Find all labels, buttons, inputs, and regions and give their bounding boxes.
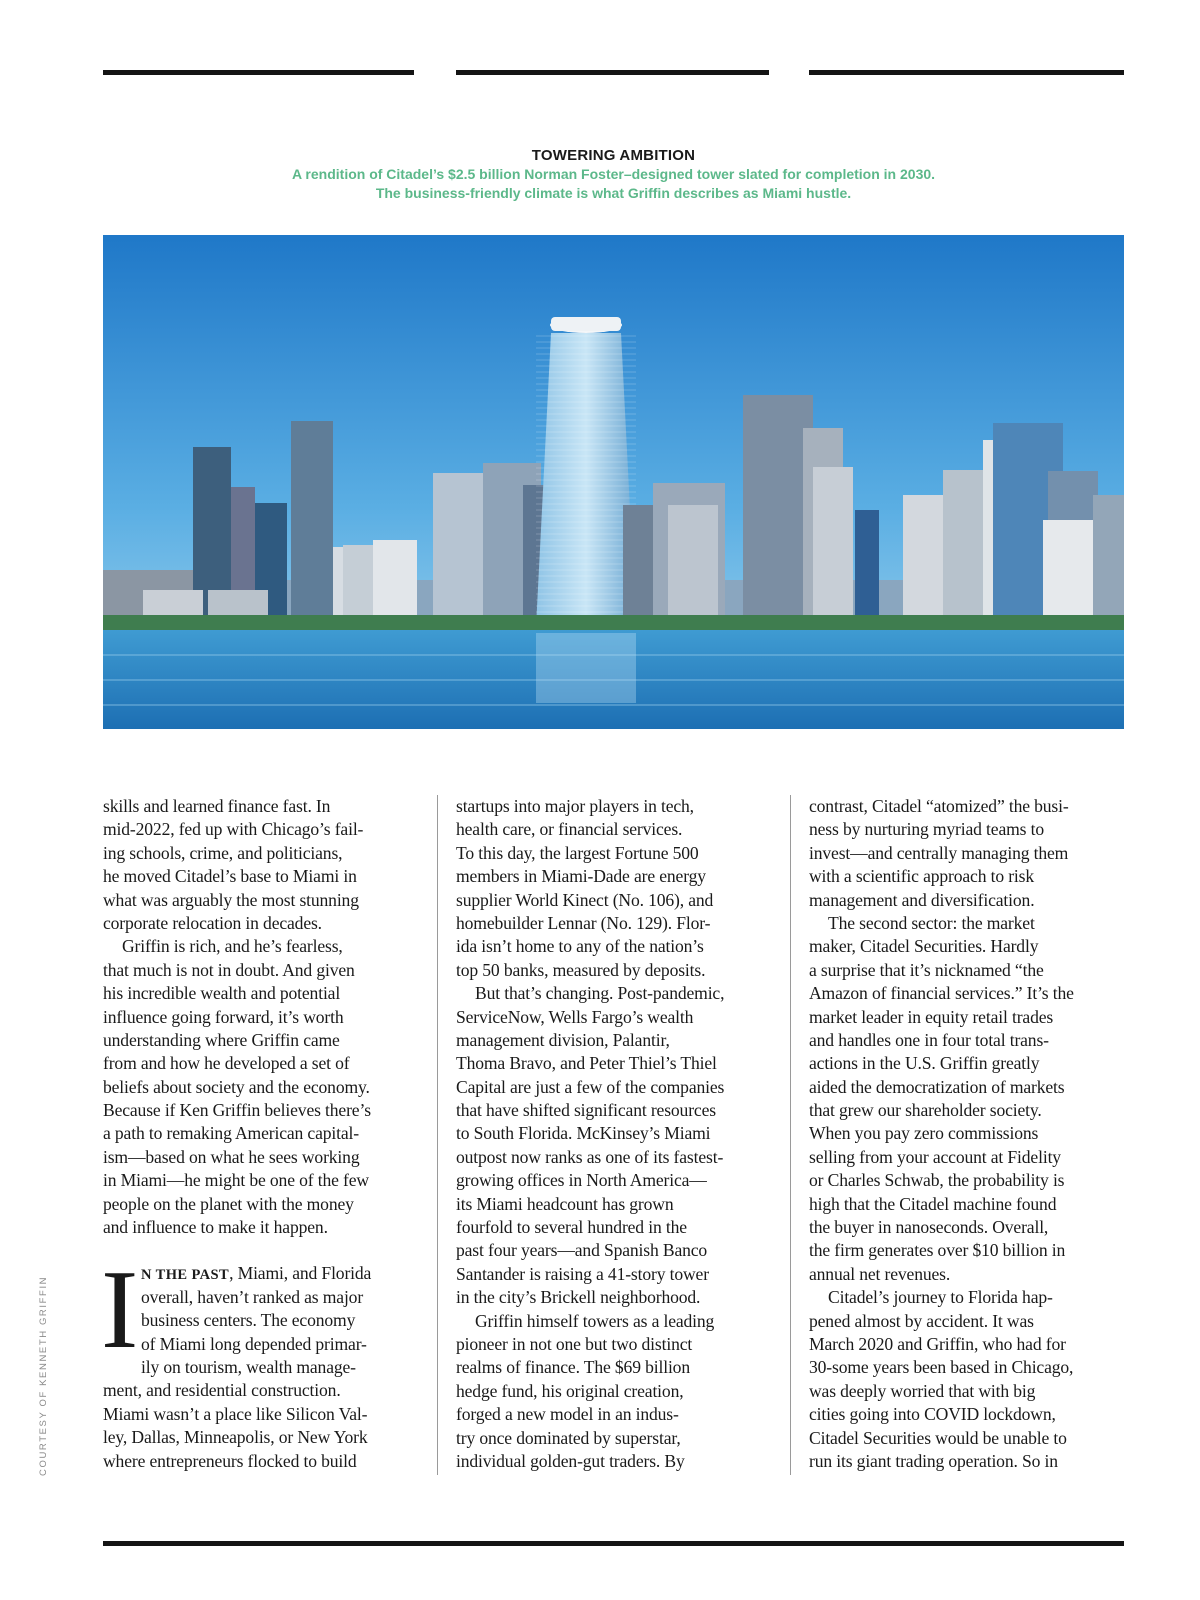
- text-line: with a scientific approach to risk: [809, 866, 1035, 887]
- text-line: top 50 banks, measured by deposits.: [456, 959, 706, 980]
- text-line: ily on tourism, wealth manage-: [141, 1356, 356, 1377]
- text-line: and handles one in four total trans-: [809, 1029, 1049, 1050]
- text-line: past four years—and Spanish Banco: [456, 1240, 708, 1261]
- text-line: Citadel’s journey to Florida hap-: [828, 1287, 1053, 1308]
- text-line: March 2020 and Griffin, who had for: [809, 1333, 1066, 1354]
- text-line: high that the Citadel machine found: [809, 1193, 1057, 1214]
- text-line: aided the democratization of markets: [809, 1076, 1065, 1097]
- text-line: to South Florida. McKinsey’s Miami: [456, 1123, 711, 1144]
- text-line: actions in the U.S. Griffin greatly: [809, 1053, 1040, 1074]
- text-line: cities going into COVID lockdown,: [809, 1404, 1056, 1425]
- paragraph: [103, 935, 421, 1239]
- text-line: But that’s changing. Post-pandemic,: [475, 983, 725, 1004]
- text-line: forged a new model in an indus-: [456, 1404, 679, 1425]
- text-line: 30-some years been based in Chicago,: [809, 1357, 1074, 1378]
- text-line: beliefs about society and the economy.: [103, 1076, 370, 1097]
- text-line: that much is not in doubt. And given: [103, 959, 355, 980]
- text-line: from and how he developed a set of: [103, 1053, 350, 1074]
- lead-in: N THE PAST: [141, 1267, 230, 1284]
- text-line: where entrepreneurs flocked to build: [103, 1450, 357, 1471]
- text-line: and influence to make it happen.: [103, 1217, 328, 1238]
- text-line: the buyer in nanoseconds. Overall,: [809, 1217, 1049, 1238]
- text-line: The second sector: the market: [828, 912, 1035, 933]
- text-line: members in Miami-Dade are energy: [456, 866, 706, 887]
- text-line: in the city’s Brickell neighborhood.: [456, 1287, 701, 1308]
- text-line: invest—and centrally managing them: [809, 842, 1069, 863]
- text-line: management and diversification.: [809, 889, 1035, 910]
- text-line: supplier World Kinect (No. 106), and: [456, 889, 714, 910]
- text-line: individual golden-gut traders. By: [456, 1450, 685, 1471]
- text-line: Santander is raising a 41-story tower: [456, 1263, 709, 1284]
- text-line: ment, and residential construction.: [103, 1380, 341, 1401]
- text-line: Griffin is rich, and he’s fearless,: [122, 936, 343, 957]
- text-line: a surprise that it’s nicknamed “the: [809, 959, 1044, 980]
- article-column-1: [103, 795, 421, 1473]
- photo-caption: [103, 146, 1124, 203]
- text-line: To this day, the largest Fortune 500: [456, 842, 699, 863]
- text-line: what was arguably the most stunning: [103, 889, 359, 910]
- photo-credit: COURTESY OF KENNETH GRIFFIN: [38, 1275, 49, 1476]
- text-line: a path to remaking American capital-: [103, 1123, 359, 1144]
- text-line: Amazon of financial services.” It’s the: [809, 983, 1074, 1004]
- text-line: skills and learned finance fast. In: [103, 796, 331, 816]
- text-line: ness by nurturing myriad teams to: [809, 819, 1044, 840]
- paragraph: [809, 1286, 1127, 1473]
- text-line: startups into major players in tech,: [456, 796, 694, 816]
- column-divider: [790, 795, 791, 1475]
- section-opening-paragraph: [101, 1248, 421, 1473]
- skyline-photo: [103, 235, 1124, 729]
- text-line: business centers. The economy: [141, 1310, 356, 1331]
- caption-title: TOWERING AMBITION: [531, 147, 696, 164]
- text-line: or Charles Schwab, the probability is: [809, 1170, 1065, 1191]
- text-line: he moved Citadel’s base to Miami in: [103, 866, 357, 887]
- text-run: , Miami, and Florida: [229, 1263, 372, 1284]
- paragraph: [103, 795, 421, 935]
- text-line: its Miami headcount has grown: [456, 1193, 674, 1214]
- text-line: Because if Ken Griffin believes there’s: [103, 1100, 371, 1121]
- text-line: ServiceNow, Wells Fargo’s wealth: [456, 1006, 694, 1027]
- caption-line: The business-friendly climate is what Griffin describes as Miami hustle.: [375, 185, 852, 201]
- text-line: market leader in equity retail trades: [809, 1006, 1054, 1027]
- text-line: ida isn’t home to any of the nation’s: [456, 936, 704, 957]
- paragraph: [809, 795, 1127, 912]
- text-line: contrast, Citadel “atomized” the busi-: [809, 796, 1069, 816]
- text-line: health care, or financial services.: [456, 819, 683, 840]
- text-line: growing offices in North America—: [456, 1170, 707, 1191]
- text-line: homebuilder Lennar (No. 129). Flor-: [456, 912, 711, 933]
- text-line: overall, haven’t ranked as major: [141, 1286, 364, 1307]
- top-rule-center: [456, 70, 769, 75]
- text-line: pioneer in not one but two distinct: [456, 1333, 693, 1354]
- section-break: [103, 1239, 421, 1262]
- paragraph: [456, 1310, 774, 1474]
- text-line: ism—based on what he sees working: [103, 1146, 360, 1167]
- text-line: outpost now ranks as one of its fastest-: [456, 1146, 724, 1167]
- text-line: in Miami—he might be one of the few: [103, 1170, 369, 1191]
- text-line: of Miami long depended primar-: [141, 1333, 367, 1354]
- text-line: ley, Dallas, Minneapolis, or New York: [103, 1427, 368, 1448]
- text-line: his incredible wealth and potential: [103, 983, 341, 1004]
- text-line: realms of finance. The $69 billion: [456, 1357, 690, 1378]
- bottom-rule: [103, 1541, 1124, 1546]
- text-line: influence going forward, it’s worth: [103, 1006, 344, 1027]
- text-line: When you pay zero commissions: [809, 1123, 1039, 1144]
- paragraph: [456, 982, 774, 1309]
- text-line: was deeply worried that with big: [809, 1380, 1036, 1401]
- text-line: try once dominated by superstar,: [456, 1427, 681, 1448]
- article-column-2: [456, 795, 774, 1473]
- drop-cap: I: [101, 1248, 139, 1373]
- column-divider: [437, 795, 438, 1475]
- paragraph: [456, 795, 774, 982]
- text-line: people on the planet with the money: [103, 1193, 354, 1214]
- text-line: that grew our shareholder society.: [809, 1100, 1042, 1121]
- text-line: mid-2022, fed up with Chicago’s fail-: [103, 819, 364, 840]
- text-line: Thoma Bravo, and Peter Thiel’s Thiel: [456, 1053, 717, 1074]
- text-line: understanding where Griffin came: [103, 1029, 340, 1050]
- text-line: annual net revenues.: [809, 1263, 951, 1284]
- text-line: Citadel Securities would be unable to: [809, 1427, 1067, 1448]
- top-rule-right: [809, 70, 1124, 75]
- article-column-3: [809, 795, 1127, 1473]
- text-line: maker, Citadel Securities. Hardly: [809, 936, 1039, 957]
- text-line: Capital are just a few of the companies: [456, 1076, 725, 1097]
- text-line: run its giant trading operation. So in: [809, 1450, 1058, 1471]
- text-line: [103, 1262, 421, 1285]
- text-line: that have shifted significant resources: [456, 1100, 716, 1121]
- text-line: the firm generates over $10 billion in: [809, 1240, 1066, 1261]
- paragraph: [809, 912, 1127, 1286]
- text-line: Griffin himself towers as a leading: [475, 1310, 715, 1331]
- text-line: corporate relocation in decades.: [103, 912, 322, 933]
- text-line: pened almost by accident. It was: [809, 1310, 1034, 1331]
- caption-line: A rendition of Citadel’s $2.5 billion Norman Foster–designed tower slated for completion in 2030.: [291, 166, 936, 182]
- text-line: selling from your account at Fidelity: [809, 1146, 1061, 1167]
- top-rule-left: [103, 70, 414, 75]
- text-line: fourfold to several hundred in the: [456, 1217, 687, 1238]
- text-line: Miami wasn’t a place like Silicon Val-: [103, 1403, 368, 1424]
- text-line: hedge fund, his original creation,: [456, 1380, 684, 1401]
- text-line: ing schools, crime, and politicians,: [103, 842, 343, 863]
- text-line: management division, Palantir,: [456, 1029, 670, 1050]
